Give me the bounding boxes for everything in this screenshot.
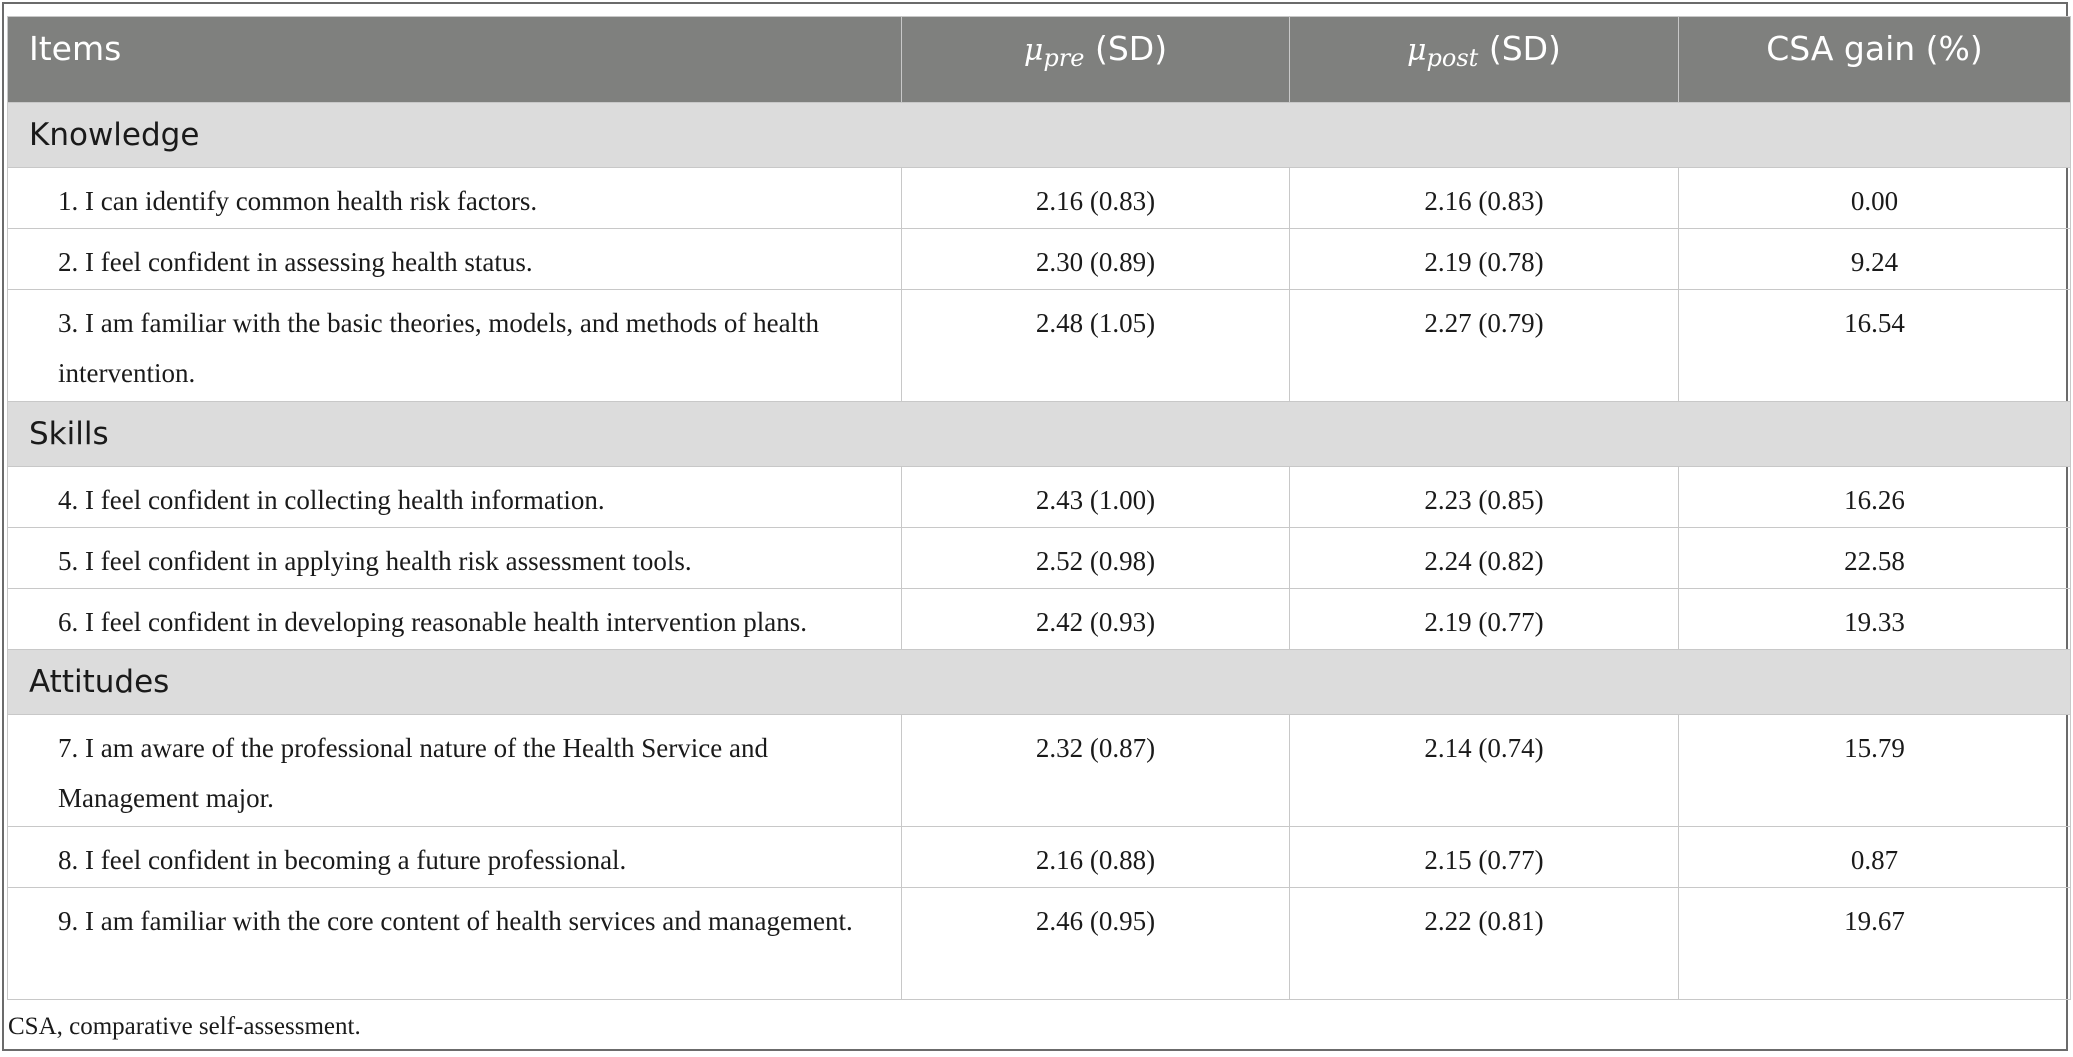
item-text: 2. I feel confident in assessing health status. bbox=[8, 229, 902, 290]
table-row bbox=[8, 715, 2071, 827]
post-value: 2.15 (0.77) bbox=[1290, 827, 1679, 888]
table-body bbox=[8, 103, 2071, 1000]
table-row bbox=[8, 168, 2071, 229]
post-value: 2.23 (0.85) bbox=[1290, 467, 1679, 528]
table-row bbox=[8, 229, 2071, 290]
post-value: 2.16 (0.83) bbox=[1290, 168, 1679, 229]
item-text: 8. I feel confident in becoming a future professional. bbox=[8, 827, 902, 888]
gain-value: 19.67 bbox=[1679, 888, 2071, 1000]
post-value: 2.19 (0.78) bbox=[1290, 229, 1679, 290]
gain-value: 16.54 bbox=[1679, 290, 2071, 402]
section-row bbox=[8, 650, 2071, 715]
item-text: 7. I am aware of the professional nature of the Health Service and Management major. bbox=[8, 715, 902, 827]
table-header bbox=[8, 17, 2071, 103]
pre-value: 2.46 (0.95) bbox=[902, 888, 1290, 1000]
item-text: 3. I am familiar with the basic theories, models, and methods of health intervention. bbox=[8, 290, 902, 402]
results-table bbox=[7, 16, 2071, 1000]
post-value: 2.27 (0.79) bbox=[1290, 290, 1679, 402]
gain-value: 19.33 bbox=[1679, 589, 2071, 650]
item-text: 9. I am familiar with the core content of health services and management. bbox=[8, 888, 902, 1000]
item-text: 6. I feel confident in developing reasonable health intervention plans. bbox=[8, 589, 902, 650]
pre-value: 2.16 (0.83) bbox=[902, 168, 1290, 229]
header-mu-post bbox=[1290, 17, 1679, 103]
pre-value: 2.42 (0.93) bbox=[902, 589, 1290, 650]
mu-post-symbol: μ bbox=[1407, 33, 1427, 68]
section-title-knowledge: Knowledge bbox=[8, 103, 2071, 168]
item-text: 4. I feel confident in collecting health information. bbox=[8, 467, 902, 528]
item-text: 5. I feel confident in applying health risk assessment tools. bbox=[8, 528, 902, 589]
table-row bbox=[8, 528, 2071, 589]
post-value: 2.24 (0.82) bbox=[1290, 528, 1679, 589]
post-value: 2.19 (0.77) bbox=[1290, 589, 1679, 650]
section-title-skills: Skills bbox=[8, 402, 2071, 467]
pre-value: 2.48 (1.05) bbox=[902, 290, 1290, 402]
mu-post-sd-label: (SD) bbox=[1478, 29, 1561, 68]
table-row bbox=[8, 467, 2071, 528]
section-row bbox=[8, 103, 2071, 168]
mu-pre-subscript: pre bbox=[1043, 44, 1085, 72]
pre-value: 2.16 (0.88) bbox=[902, 827, 1290, 888]
table-row bbox=[8, 290, 2071, 402]
table-row bbox=[8, 827, 2071, 888]
table-footnote: CSA, comparative self-assessment. bbox=[8, 1013, 361, 1040]
gain-value: 22.58 bbox=[1679, 528, 2071, 589]
table-row bbox=[8, 589, 2071, 650]
pre-value: 2.43 (1.00) bbox=[902, 467, 1290, 528]
gain-value: 0.87 bbox=[1679, 827, 2071, 888]
header-csa-gain: CSA gain (%) bbox=[1679, 17, 2071, 103]
header-mu-pre bbox=[902, 17, 1290, 103]
table-row bbox=[8, 888, 2071, 1000]
gain-value: 9.24 bbox=[1679, 229, 2071, 290]
mu-pre-symbol: μ bbox=[1023, 33, 1044, 68]
pre-value: 2.52 (0.98) bbox=[902, 528, 1290, 589]
pre-value: 2.32 (0.87) bbox=[902, 715, 1290, 827]
post-value: 2.14 (0.74) bbox=[1290, 715, 1679, 827]
section-row bbox=[8, 402, 2071, 467]
gain-value: 0.00 bbox=[1679, 168, 2071, 229]
mu-pre-sd-label: (SD) bbox=[1084, 29, 1168, 68]
gain-value: 16.26 bbox=[1679, 467, 2071, 528]
item-text: 1. I can identify common health risk factors. bbox=[8, 168, 902, 229]
mu-post-subscript: post bbox=[1426, 44, 1479, 72]
gain-value: 15.79 bbox=[1679, 715, 2071, 827]
post-value: 2.22 (0.81) bbox=[1290, 888, 1679, 1000]
section-title-attitudes: Attitudes bbox=[8, 650, 2071, 715]
pre-value: 2.30 (0.89) bbox=[902, 229, 1290, 290]
header-items: Items bbox=[8, 17, 902, 103]
